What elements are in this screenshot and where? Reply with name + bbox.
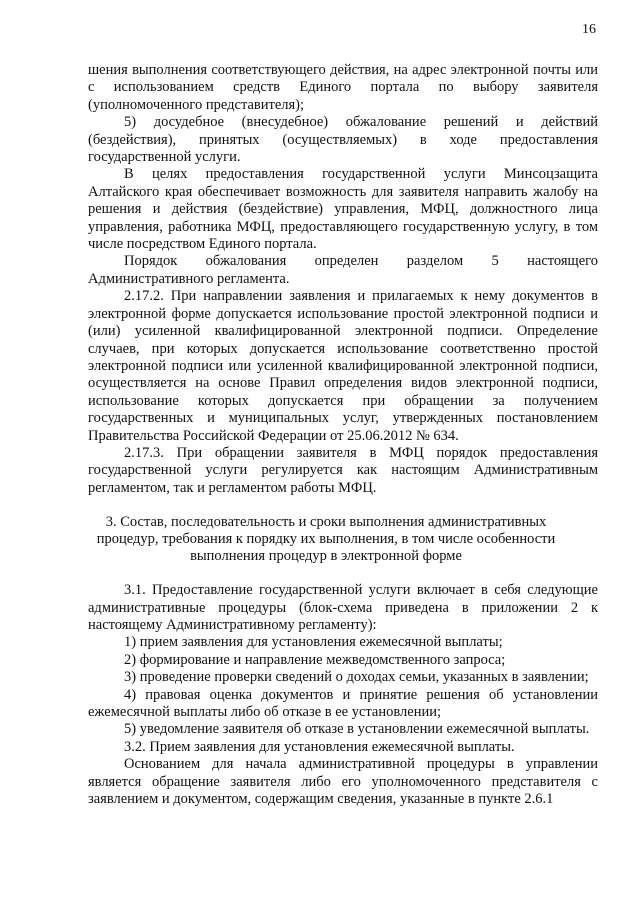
list-item-1: 1) прием заявления для установления ежемесячной выплаты;: [124, 634, 503, 651]
paragraph-appeal-item: 5) досудебное (внесудебное) обжалование решений и действий (бездействия), принятых (осуществляемых) в ходе предоставления государственной услуги.: [88, 114, 598, 166]
section-heading: 3. Состав, последовательность и сроки выполнения административных процедур, требования к порядку их выполнения, в том числе особенности выполнения процедур в электронной форме: [96, 514, 556, 565]
document-body: [88, 62, 598, 808]
page-number: 16: [582, 22, 596, 37]
paragraph-3-2: 3.2. Прием заявления для установления ежемесячной выплаты.: [124, 738, 515, 755]
paragraph-complaint: В целях предоставления государственной услуги Минсоцзащита Алтайского края обеспечивает возможность для заявителя направить жалобу на решения и действия (бездействие) управления, МФЦ, должностного лица управления, работника МФЦ, предоставляющего государственную услугу, в том числе посредством Единого портала.: [88, 166, 598, 253]
paragraph-2-17-3: 2.17.3. При обращении заявителя в МФЦ порядок предоставления государственной услуги регулируется как настоящим Административным регламентом, так и регламентом работы МФЦ.: [88, 444, 598, 496]
paragraph-2-17-2: 2.17.2. При направлении заявления и прилагаемых к нему документов в электронной форме допускается использование простой электронной подписи и (или) усиленной квалифицированной электронной подписи. Определение случаев, при которых допускается использование соответственно простой электронной подписи или усиленной квалифицированной электронной подписи, осуществляется на основе Правил определения видов электронной подписи, использование которых допускается при обращении за получением государственных и муниципальных услуг, утвержденных постановлением Правительства Российской Федерации от 25.06.2012 № 634.: [88, 288, 598, 444]
list-item-2: 2) формирование и направление межведомственного запроса;: [124, 651, 506, 668]
paragraph-basis: Основанием для начала административной процедуры в управлении является обращение заявителя либо его уполномоченного представителя с заявлением и документом, содержащим сведения, указанные в пункте 2.6.1: [88, 756, 598, 808]
paragraph-3-1: 3.1. Предоставление государственной услуги включает в себя следующие административные процедуры (блок-схема приведена в приложении 2 к настоящему Административному регламенту):: [88, 582, 598, 633]
list-item-4: 4) правовая оценка документов и принятие решения об установлении ежемесячной выплаты либо об отказе в ее установлении;: [88, 686, 598, 720]
list-item-5: 5) уведомление заявителя об отказе в установлении ежемесячной выплаты.: [124, 721, 590, 738]
paragraph-continuation: шения выполнения соответствующего действия, на адрес электронной почты или с использованием средств Единого портала по выбору заявителя (уполномоченного представителя);: [88, 62, 598, 113]
paragraph-appeal-procedure: Порядок обжалования определен разделом 5 настоящего Административного регламента.: [88, 253, 598, 287]
list-item-3: 3) проведение проверки сведений о доходах семьи, указанных в заявлении;: [124, 669, 589, 686]
